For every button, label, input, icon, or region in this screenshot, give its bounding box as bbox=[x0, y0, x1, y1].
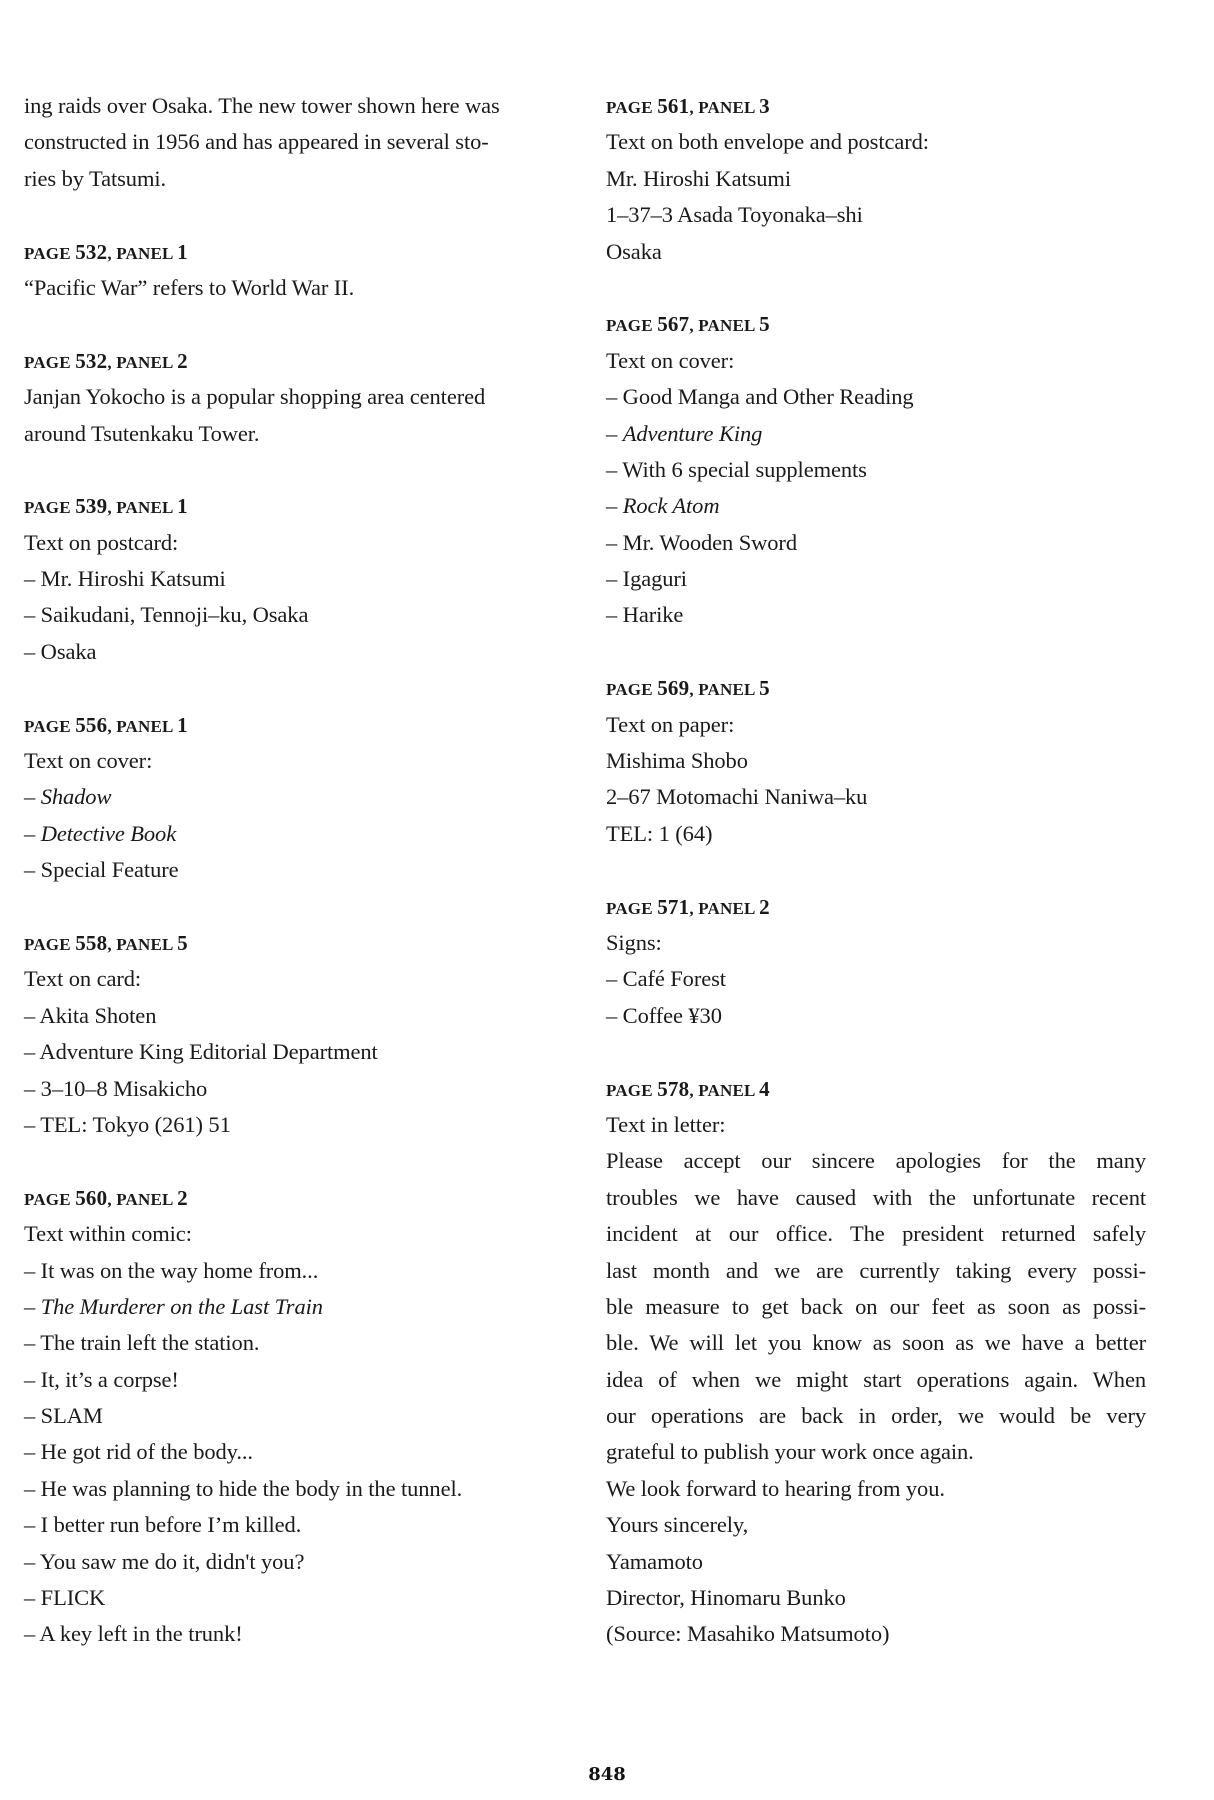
dash: – bbox=[24, 1293, 41, 1319]
note-line bbox=[606, 1471, 1146, 1507]
line-text: ble. We will let you know as soon as we have a better bbox=[606, 1330, 1146, 1356]
heading-page: 569 bbox=[657, 676, 690, 701]
line-text: – You saw me do it, didn't you? bbox=[24, 1548, 305, 1574]
italic-title: Adventure King bbox=[622, 420, 763, 446]
dash: – bbox=[24, 784, 41, 810]
line-text: last month and we are currently taking every possi- bbox=[606, 1257, 1146, 1283]
heading-prefix: PAGE bbox=[606, 1080, 658, 1100]
heading-page: 560 bbox=[75, 1185, 108, 1210]
heading-panel: 4 bbox=[759, 1076, 770, 1101]
note-line bbox=[606, 1325, 1146, 1361]
note-heading bbox=[606, 889, 1146, 925]
note-heading bbox=[24, 1180, 564, 1216]
heading-prefix: PAGE bbox=[606, 680, 658, 700]
heading-prefix: PAGE bbox=[606, 898, 658, 918]
heading-suffix: , PANEL bbox=[107, 1189, 178, 1209]
line-text: – It, it’s a corpse! bbox=[24, 1366, 179, 1392]
line-text: Text on card: bbox=[24, 966, 142, 992]
page-number: 848 bbox=[588, 1764, 626, 1785]
heading-suffix: , PANEL bbox=[107, 352, 178, 372]
line-text: – 3–10–8 Misakicho bbox=[24, 1075, 208, 1101]
note-section bbox=[24, 234, 564, 307]
dash: – bbox=[606, 493, 623, 519]
note-line bbox=[606, 1180, 1146, 1216]
line-text: – He got rid of the body... bbox=[24, 1439, 253, 1465]
note-line bbox=[24, 852, 564, 888]
note-heading bbox=[24, 488, 564, 524]
note-line bbox=[24, 1034, 564, 1070]
note-line bbox=[606, 488, 1146, 524]
heading-page: 578 bbox=[657, 1076, 690, 1101]
note-line bbox=[24, 561, 564, 597]
line-text: Osaka bbox=[606, 238, 662, 264]
line-text: Yamamoto bbox=[606, 1548, 703, 1574]
heading-page: 532 bbox=[75, 348, 108, 373]
note-line bbox=[606, 816, 1146, 852]
note-line bbox=[24, 1325, 564, 1361]
line-text: – It was on the way home from... bbox=[24, 1257, 319, 1283]
note-line bbox=[24, 597, 564, 633]
heading-panel: 5 bbox=[759, 312, 770, 337]
note-section bbox=[24, 343, 564, 452]
intro-line: ing raids over Osaka. The new tower shown here was bbox=[24, 93, 500, 118]
note-line bbox=[606, 1143, 1146, 1179]
line-text: – I better run before I’m killed. bbox=[24, 1512, 302, 1538]
line-text: ble measure to get back on our feet as soon as possi- bbox=[606, 1293, 1146, 1319]
left-notes bbox=[24, 234, 564, 1653]
note-line bbox=[24, 998, 564, 1034]
heading-page: 571 bbox=[657, 894, 690, 919]
note-section bbox=[606, 306, 1146, 634]
line-text: Text on cover: bbox=[606, 347, 735, 373]
note-line bbox=[606, 597, 1146, 633]
heading-prefix: PAGE bbox=[606, 316, 658, 336]
italic-title: Shadow bbox=[40, 784, 112, 810]
note-section bbox=[606, 1071, 1146, 1653]
line-text: – FLICK bbox=[24, 1585, 106, 1611]
line-text: incident at our office. The president returned safely bbox=[606, 1221, 1146, 1247]
line-text: our operations are back in order, we would be very bbox=[606, 1403, 1146, 1429]
note-heading bbox=[24, 707, 564, 743]
note-line bbox=[24, 1434, 564, 1470]
heading-prefix: PAGE bbox=[24, 1189, 76, 1209]
note-line bbox=[606, 561, 1146, 597]
note-heading bbox=[606, 1071, 1146, 1107]
note-line bbox=[24, 379, 564, 415]
note-line bbox=[24, 634, 564, 670]
line-text: – Café Forest bbox=[606, 966, 726, 992]
note-line bbox=[606, 707, 1146, 743]
note-line bbox=[24, 961, 564, 997]
note-heading bbox=[606, 670, 1146, 706]
note-line bbox=[606, 1107, 1146, 1143]
note-line bbox=[606, 1362, 1146, 1398]
note-line bbox=[606, 779, 1146, 815]
intro-line: constructed in 1956 and has appeared in several sto- bbox=[24, 129, 489, 155]
heading-prefix: PAGE bbox=[24, 934, 76, 954]
line-text: – Osaka bbox=[24, 638, 97, 664]
line-text: – Good Manga and Other Reading bbox=[606, 384, 914, 410]
right-column bbox=[606, 88, 1146, 1689]
heading-panel: 2 bbox=[759, 894, 770, 919]
heading-prefix: PAGE bbox=[24, 243, 76, 263]
heading-suffix: , PANEL bbox=[689, 98, 760, 117]
intro-paragraph bbox=[24, 88, 564, 197]
line-text: – He was planning to hide the body in the tunnel. bbox=[24, 1475, 463, 1501]
heading-suffix: , PANEL bbox=[689, 316, 760, 336]
line-text: Mr. Hiroshi Katsumi bbox=[606, 165, 791, 191]
heading-panel: 5 bbox=[177, 930, 188, 955]
line-text: Please accept our sincere apologies for the many bbox=[606, 1148, 1146, 1174]
note-line bbox=[24, 1107, 564, 1143]
italic-title: Rock Atom bbox=[622, 493, 720, 519]
note-line bbox=[24, 1580, 564, 1616]
note-line bbox=[24, 816, 564, 852]
heading-prefix: PAGE bbox=[24, 498, 76, 518]
note-line bbox=[606, 452, 1146, 488]
line-text: – Harike bbox=[606, 602, 684, 628]
note-line bbox=[606, 998, 1146, 1034]
heading-page: 532 bbox=[75, 239, 108, 264]
note-line bbox=[24, 1253, 564, 1289]
note-line bbox=[24, 1398, 564, 1434]
dash: – bbox=[606, 420, 623, 446]
line-text: Text on both envelope and postcard: bbox=[606, 129, 929, 155]
line-text: – Mr. Wooden Sword bbox=[606, 529, 797, 555]
line-text: grateful to publish your work once again. bbox=[606, 1439, 974, 1465]
note-line bbox=[24, 1616, 564, 1652]
note-line bbox=[24, 779, 564, 815]
line-text: – Saikudani, Tennoji–ku, Osaka bbox=[24, 602, 309, 628]
line-text: Text within comic: bbox=[24, 1221, 192, 1247]
line-text: Janjan Yokocho is a popular shopping area centered bbox=[24, 384, 486, 410]
note-line bbox=[606, 961, 1146, 997]
heading-panel: 2 bbox=[177, 348, 188, 373]
note-heading bbox=[606, 306, 1146, 342]
heading-panel: 5 bbox=[759, 676, 770, 701]
line-text: – Adventure King Editorial Department bbox=[24, 1039, 378, 1065]
heading-prefix: PAGE bbox=[606, 98, 658, 117]
note-line bbox=[606, 1580, 1146, 1616]
heading-page: 556 bbox=[75, 712, 108, 737]
note-line bbox=[24, 743, 564, 779]
heading-prefix: PAGE bbox=[24, 352, 76, 372]
note-line bbox=[606, 743, 1146, 779]
line-text: Text in letter: bbox=[606, 1111, 726, 1137]
note-line bbox=[606, 379, 1146, 415]
note-line bbox=[606, 197, 1146, 233]
note-line bbox=[606, 1253, 1146, 1289]
note-heading bbox=[606, 88, 1146, 124]
heading-panel: 2 bbox=[177, 1185, 188, 1210]
note-line bbox=[24, 1471, 564, 1507]
note-section bbox=[606, 670, 1146, 852]
line-text: – Coffee ¥30 bbox=[606, 1002, 722, 1028]
note-line bbox=[24, 525, 564, 561]
line-text: – A key left in the trunk! bbox=[24, 1621, 243, 1647]
line-text: – Special Feature bbox=[24, 857, 179, 883]
line-text: – Igaguri bbox=[606, 566, 687, 592]
line-text: Signs: bbox=[606, 929, 662, 955]
line-text: Text on postcard: bbox=[24, 529, 179, 555]
note-line bbox=[24, 416, 564, 452]
line-text: – Mr. Hiroshi Katsumi bbox=[24, 566, 226, 592]
line-text: – Akita Shoten bbox=[24, 1002, 157, 1028]
line-text: Text on cover: bbox=[24, 748, 153, 774]
note-line bbox=[606, 124, 1146, 160]
heading-panel: 1 bbox=[177, 494, 188, 519]
note-line bbox=[606, 1216, 1146, 1252]
line-text: idea of when we might start operations again. When bbox=[606, 1366, 1146, 1392]
line-text: (Source: Masahiko Matsumoto) bbox=[606, 1621, 890, 1647]
line-text: 2–67 Motomachi Naniwa–ku bbox=[606, 784, 868, 810]
heading-suffix: , PANEL bbox=[689, 1080, 760, 1100]
line-text: troubles we have caused with the unfortunate recent bbox=[606, 1184, 1146, 1210]
heading-page: 558 bbox=[75, 930, 108, 955]
note-line bbox=[606, 1507, 1146, 1543]
note-line bbox=[606, 1434, 1146, 1470]
note-line bbox=[606, 1544, 1146, 1580]
line-text: around Tsutenkaku Tower. bbox=[24, 420, 260, 446]
note-line bbox=[606, 234, 1146, 270]
line-text: Yours sincerely, bbox=[606, 1512, 749, 1538]
line-text: Director, Hinomaru Bunko bbox=[606, 1585, 846, 1611]
line-text: – With 6 special supplements bbox=[606, 456, 867, 482]
note-section bbox=[24, 488, 564, 670]
heading-suffix: , PANEL bbox=[107, 243, 178, 263]
note-line bbox=[606, 525, 1146, 561]
note-section bbox=[606, 88, 1146, 270]
note-section bbox=[606, 889, 1146, 1035]
line-text: – TEL: Tokyo (261) 51 bbox=[24, 1111, 231, 1137]
note-line bbox=[24, 1289, 564, 1325]
note-line bbox=[606, 925, 1146, 961]
heading-page: 567 bbox=[657, 312, 690, 337]
line-text: Text on paper: bbox=[606, 711, 735, 737]
note-line bbox=[606, 416, 1146, 452]
left-column bbox=[24, 88, 564, 1689]
line-text: 1–37–3 Asada Toyonaka–shi bbox=[606, 202, 863, 228]
note-line bbox=[606, 343, 1146, 379]
line-text: We look forward to hearing from you. bbox=[606, 1475, 945, 1501]
heading-prefix: PAGE bbox=[24, 716, 76, 736]
heading-suffix: , PANEL bbox=[689, 680, 760, 700]
note-heading bbox=[24, 925, 564, 961]
line-text: Mishima Shobo bbox=[606, 748, 748, 774]
note-heading bbox=[24, 234, 564, 270]
line-text: – SLAM bbox=[24, 1403, 103, 1429]
heading-panel: 1 bbox=[177, 712, 188, 737]
note-section bbox=[24, 1180, 564, 1653]
heading-panel: 1 bbox=[177, 239, 188, 264]
dash: – bbox=[24, 820, 41, 846]
italic-title: The Murderer on the Last Train bbox=[40, 1293, 323, 1319]
line-text: – The train left the station. bbox=[24, 1330, 260, 1356]
heading-suffix: , PANEL bbox=[689, 898, 760, 918]
note-line bbox=[606, 1289, 1146, 1325]
heading-suffix: , PANEL bbox=[107, 934, 178, 954]
heading-page: 539 bbox=[75, 494, 108, 519]
note-line bbox=[24, 1507, 564, 1543]
heading-suffix: , PANEL bbox=[107, 498, 178, 518]
heading-panel: 3 bbox=[759, 94, 770, 118]
right-notes bbox=[606, 88, 1146, 1653]
intro-line: ries by Tatsumi. bbox=[24, 165, 167, 191]
note-line bbox=[606, 1398, 1146, 1434]
note-line bbox=[606, 1616, 1146, 1652]
line-text: “Pacific War” refers to World War II. bbox=[24, 274, 355, 300]
heading-page: 561 bbox=[657, 94, 690, 118]
note-line bbox=[24, 1362, 564, 1398]
italic-title: Detective Book bbox=[40, 820, 177, 846]
note-line bbox=[24, 1216, 564, 1252]
note-line bbox=[24, 270, 564, 306]
note-section bbox=[24, 925, 564, 1143]
line-text: TEL: 1 (64) bbox=[606, 820, 713, 846]
note-line bbox=[606, 161, 1146, 197]
note-line bbox=[24, 1544, 564, 1580]
note-line bbox=[24, 1071, 564, 1107]
note-heading bbox=[24, 343, 564, 379]
note-section bbox=[24, 707, 564, 889]
heading-suffix: , PANEL bbox=[107, 716, 178, 736]
